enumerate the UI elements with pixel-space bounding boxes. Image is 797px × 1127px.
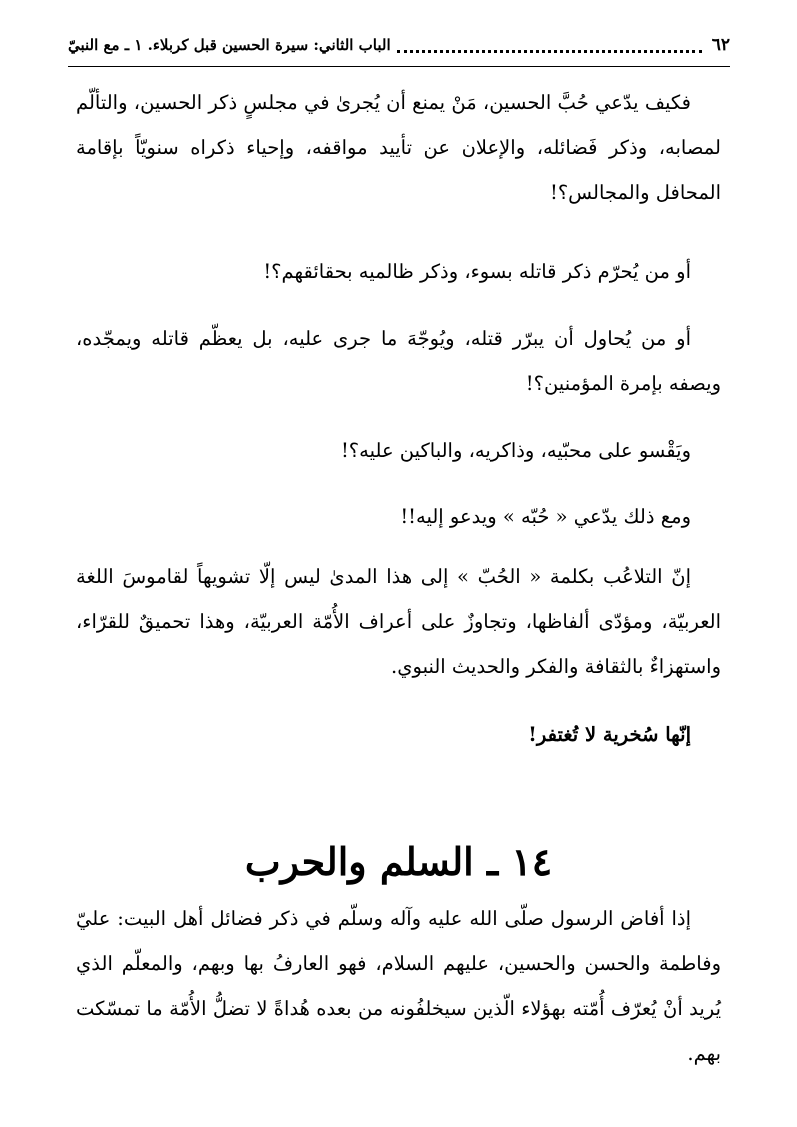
paragraph-4: ويَقْسو على محبّيه، وذاكريه، والباكين عليه؟! — [340, 439, 691, 462]
section-paragraph: إذا أفاض الرسول صلّى الله عليه وآله وسلّم في ذكر فضائل أهل البيت: عليّ وفاطمة والحسن والحسين، عليهم السلام، فهو العارفُ بها وبهم، والمعلّم الذي يُريد أنْ يُعرّف أُمّته بهؤلاء الّذين سيخلفُونه من بعده هُداةً لا تضلُّ الأُمّة ما تمسّكت بهم. — [76, 907, 721, 1065]
paragraph-1: فكيف يدّعي حُبَّ الحسين، مَنْ يمنع أن يُجرىٰ في مجلسٍ ذكر الحسين، والتألّم لمصابه، وذكر فَضائله، والإعلان عن تأييد مواقفه، وإحياء ذكراه سنويّاً بإقامة المحافل والمجالس؟! — [76, 91, 721, 204]
paragraph-5: ومع ذلك يدّعي « حُبّه » ويدعو إليه!! — [400, 505, 691, 528]
page-number: ٦٢ — [711, 35, 730, 55]
paragraph-2: أو من يُحرّم ذكر قاتله بسوء، وذكر ظالميه بحقائقهم؟! — [263, 260, 691, 283]
running-title: الباب الثاني: سيرة الحسين قبل كربلاء. ١ ـ مع النبيّ — [68, 36, 391, 54]
closing-statement: إنّها سُخرية لا تُغتفر! — [528, 723, 691, 746]
header-rule — [68, 66, 730, 67]
paragraph-3: أو من يُحاول أن يبرّر قتله، ويُوجّهَ ما جرى عليه، بل يعظّم قاتله ويمجّده، ويصفه بإمرة المؤمنين؟! — [76, 327, 721, 395]
paragraph-6: إنّ التلاعُب بكلمة « الحُبّ » إلى هذا المدىٰ ليس إلّا تشويهاً لقاموسَ اللغة العربيّة، ومؤدّى ألفاظها، وتجاوزٌ على أعراف الأُمّة العربيّة، وهذا تحميقٌ للقرّاء، واستهزاءٌ بالثقافة والفكر والحديث النبوي. — [76, 565, 721, 678]
dot-leaders — [397, 44, 702, 53]
running-header — [68, 30, 730, 60]
section-heading: ١٤ ـ السلم والحرب — [244, 839, 553, 884]
